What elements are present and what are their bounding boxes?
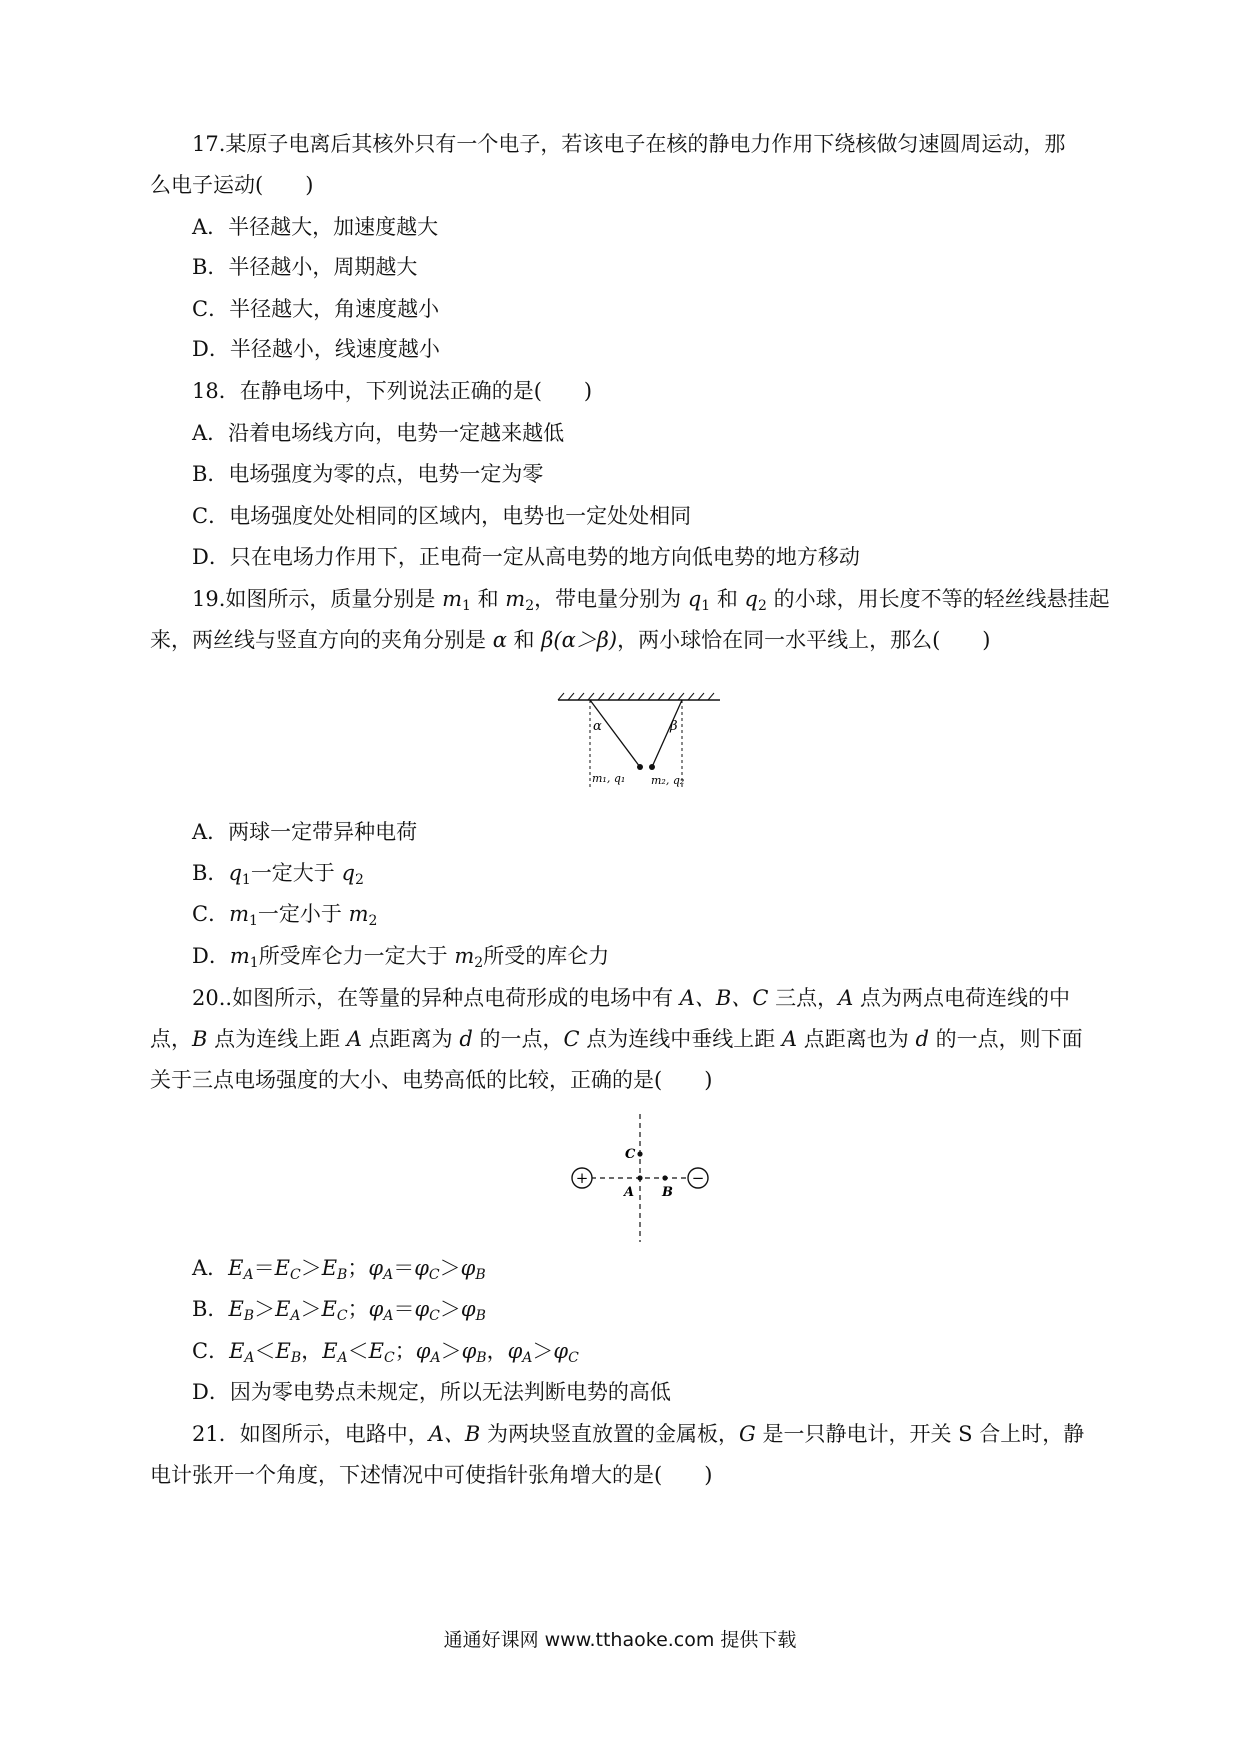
q17-option-a: A．半径越大，加速度越大 [192, 215, 439, 239]
ball-2-label: m₂, q₂ [651, 774, 685, 787]
q17-stem-line-1: 17.某原子电离后其核外只有一个电子，若该电子在核的静电力作用下绕核做匀速圆周运动，那 [192, 132, 1066, 156]
q18-option-b: B．电场强度为零的点，电势一定为零 [192, 462, 544, 486]
point-a [637, 1175, 642, 1180]
q20-option-d: D．因为零电势点未规定，所以无法判断电势的高低 [192, 1380, 671, 1404]
q17-option-d: D．半径越小，线速度越小 [192, 337, 440, 361]
q19-pendulum-figure [548, 690, 728, 795]
q19-option-a: A．两球一定带异种电荷 [192, 820, 418, 844]
point-a-label: A [624, 1185, 635, 1200]
q20-stem-line-1: 20..如图所示，在等量的异种点电荷形成的电场中有 A、B、C 三点，A 点为两点电荷连线的中 [192, 986, 1070, 1010]
q17-stem-line-2: 么电子运动( ) [150, 173, 314, 197]
q20-charges-figure [560, 1112, 720, 1244]
footer-download-note: 通通好课网 www.tthaoke.com 提供下载 [443, 1629, 797, 1651]
beta-angle-label: β [670, 719, 678, 734]
positive-charge-sign: + [575, 1169, 589, 1187]
q20-stem-line-2: 点，B 点为连线上距 A 点距离为 d 的一点，C 点为连线中垂线上距 A 点距离也为 d 的一点，则下面 [150, 1027, 1083, 1051]
q19-option-d: D．$m_1$所受库仑力一定大于 $m_2$所受的库仑力 [192, 944, 610, 971]
negative-charge-sign: − [691, 1169, 705, 1187]
ball-2 [649, 764, 655, 770]
ball-1 [637, 764, 643, 770]
q20-option-a: A．$E_A=E_C>E_B$；$\varphi_A=\varphi_C>\varphi_B$ [192, 1256, 486, 1283]
q20-option-c: C．$E_A<E_B$，$E_A<E_C$；$\varphi_A>\varphi_B$，$\varphi_A>\varphi_C$ [192, 1339, 579, 1366]
ball-1-label: m₁, q₁ [592, 772, 626, 785]
q18-stem: 18．在静电场中，下列说法正确的是( ) [192, 379, 593, 403]
q21-stem-line-2: 电计张开一个角度，下述情况中可使指针张角增大的是( ) [150, 1463, 713, 1487]
point-b [662, 1175, 667, 1180]
q20-stem-line-3: 关于三点电场强度的大小、电势高低的比较，正确的是( ) [150, 1068, 713, 1092]
alpha-angle-label: α [593, 719, 602, 734]
q19-option-b: B．$q_1$一定大于 $q_2$ [192, 861, 364, 888]
ceiling-hatching [558, 693, 714, 700]
q20-option-b: B．$E_B>E_A>E_C$；$\varphi_A=\varphi_C>\varphi_B$ [192, 1297, 486, 1324]
q18-option-c: C．电场强度处处相同的区域内，电势也一定处处相同 [192, 504, 692, 528]
point-c [637, 1151, 642, 1156]
q19-stem-line-1: 19.如图所示，质量分别是 $m_1$ 和 $m_2$，带电量分别为 $q_1$ 和 $q_2$ 的小球，用长度不等的轻丝线悬挂起 [192, 587, 1110, 614]
q18-option-d: D．只在电场力作用下，正电荷一定从高电势的地方向低电势的地方移动 [192, 545, 860, 569]
q19-stem-line-2: 来，两丝线与竖直方向的夹角分别是 α 和 β(α＞β)，两小球恰在同一水平线上，那么( ) [150, 628, 991, 652]
q19-option-c: C．$m_1$一定小于 $m_2$ [192, 902, 378, 929]
point-c-label: C [625, 1147, 636, 1162]
q17-option-c: C．半径越大，角速度越小 [192, 297, 440, 321]
q18-option-a: A．沿着电场线方向，电势一定越来越低 [192, 421, 565, 445]
point-b-label: B [662, 1185, 673, 1200]
q21-stem-line-1: 21．如图所示，电路中，A、B 为两块竖直放置的金属板，G 是一只静电计，开关 S 合上时，静 [192, 1422, 1085, 1446]
q17-option-b: B．半径越小，周期越大 [192, 255, 418, 279]
